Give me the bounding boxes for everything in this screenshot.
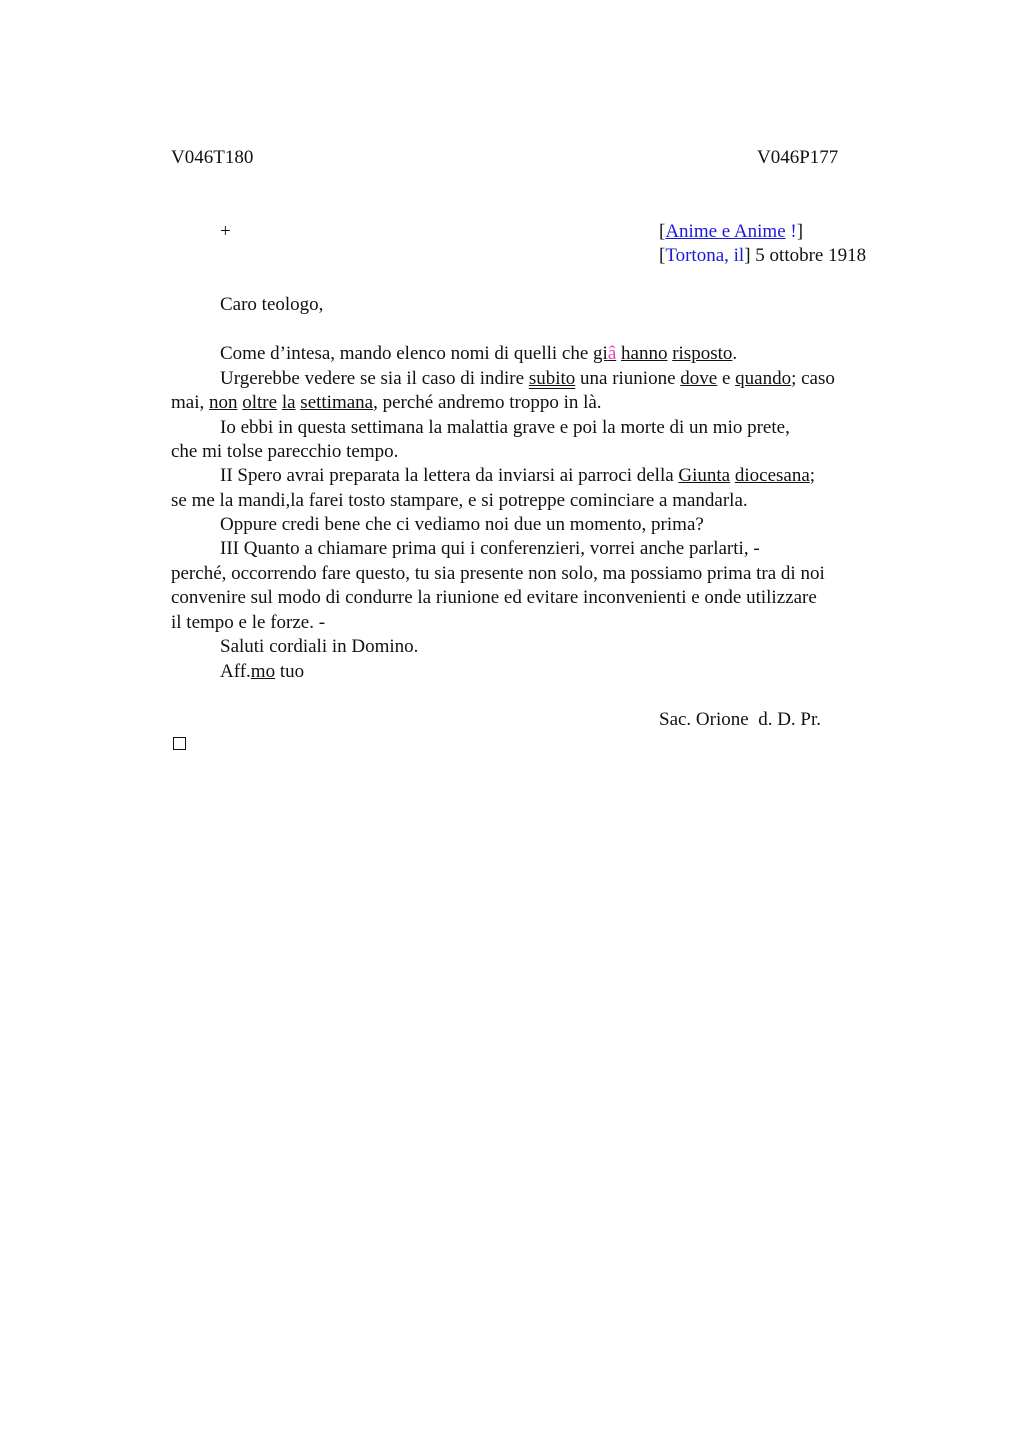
bracket-close: ] bbox=[796, 221, 804, 242]
dateline-place: Tortona, il bbox=[665, 245, 745, 266]
signature: Sac. Orione d. D. Pr. bbox=[659, 709, 822, 730]
dateline bbox=[659, 244, 866, 268]
text-run: Aff. bbox=[220, 661, 251, 682]
paragraph-4-line-1 bbox=[220, 464, 815, 488]
paragraph-2-line-2 bbox=[171, 391, 602, 415]
paragraph-6-line-4: il tempo e le forze. - bbox=[171, 612, 326, 633]
paragraph-6-line-1: III Quanto a chiamare prima qui i conferenzieri, vorrei anche parlarti, - bbox=[220, 538, 760, 559]
motto-text: Anime e Anime bbox=[665, 221, 786, 242]
text-run: una riunione bbox=[575, 368, 681, 389]
dateline-date: 5 ottobre 1918 bbox=[750, 245, 867, 266]
text-run: Urgerebbe vedere se sia il caso di indire bbox=[220, 368, 529, 389]
affectionate-closing bbox=[220, 660, 304, 684]
word-gia bbox=[593, 343, 616, 364]
word-dove: dove bbox=[680, 368, 718, 389]
paragraph-2-line-1 bbox=[220, 367, 835, 391]
accent-mark: â bbox=[607, 343, 617, 364]
word-quando: quando bbox=[735, 368, 792, 389]
closing-greeting: Saluti cordiali in Domino. bbox=[220, 636, 419, 657]
text-run: II Spero avrai preparata la lettera da inviarsi ai parroci della bbox=[220, 465, 679, 486]
word-non: non bbox=[209, 392, 238, 413]
salutation: Caro teologo, bbox=[220, 294, 324, 315]
paragraph-6-line-3: convenire sul modo di condurre la riunione ed evitare inconvenienti e onde utilizzare bbox=[171, 587, 817, 608]
text-run: mai, bbox=[171, 392, 209, 413]
text-run: ; caso bbox=[791, 368, 835, 389]
motto-line bbox=[659, 220, 803, 244]
paragraph-3-line-1: Io ebbi in questa settimana la malattia grave e poi la morte di un mio prete, bbox=[220, 417, 790, 438]
document-code-left: V046T180 bbox=[171, 147, 254, 168]
bracket-close: ] bbox=[744, 245, 751, 266]
text-run: Come d’intesa, mando elenco nomi di quelli che bbox=[220, 343, 594, 364]
bracket-open: [ bbox=[659, 245, 666, 266]
word-giunta: Giunta bbox=[678, 465, 731, 486]
paragraph-5: Oppure credi bene che ci vediamo noi due un momento, prima? bbox=[220, 514, 704, 535]
text-run: gi bbox=[593, 343, 608, 364]
word-mo: mo bbox=[250, 661, 276, 682]
motto-exclamation: ! bbox=[790, 221, 797, 242]
word-settimana: settimana bbox=[300, 392, 374, 413]
paragraph-4-line-2: se me la mandi,la farei tosto stampare, e si potreppe cominciare a mandarla. bbox=[171, 490, 748, 511]
document-code-right: V046P177 bbox=[757, 147, 839, 168]
paragraph-3-line-2: che mi tolse parecchio tempo. bbox=[171, 441, 399, 462]
text-run: ; bbox=[809, 465, 816, 486]
word-hanno: hanno bbox=[621, 343, 668, 364]
text-run: tuo bbox=[275, 661, 305, 682]
bracket-open: [ bbox=[659, 221, 666, 242]
paragraph-6-line-2: perché, occorrendo fare questo, tu sia presente non solo, ma possiamo prima tra di noi bbox=[171, 563, 825, 584]
cross-symbol: + bbox=[220, 221, 231, 242]
end-box-icon bbox=[173, 737, 186, 750]
text-run: , perché andremo troppo in là. bbox=[373, 392, 602, 413]
word-la: la bbox=[281, 392, 296, 413]
word-subito: subito bbox=[528, 368, 576, 389]
word-oltre: oltre bbox=[242, 392, 278, 413]
word-diocesana: diocesana bbox=[734, 465, 810, 486]
word-risposto: risposto bbox=[672, 343, 733, 364]
paragraph-1 bbox=[220, 342, 737, 366]
text-run: e bbox=[717, 368, 736, 389]
text-run: . bbox=[732, 343, 738, 364]
